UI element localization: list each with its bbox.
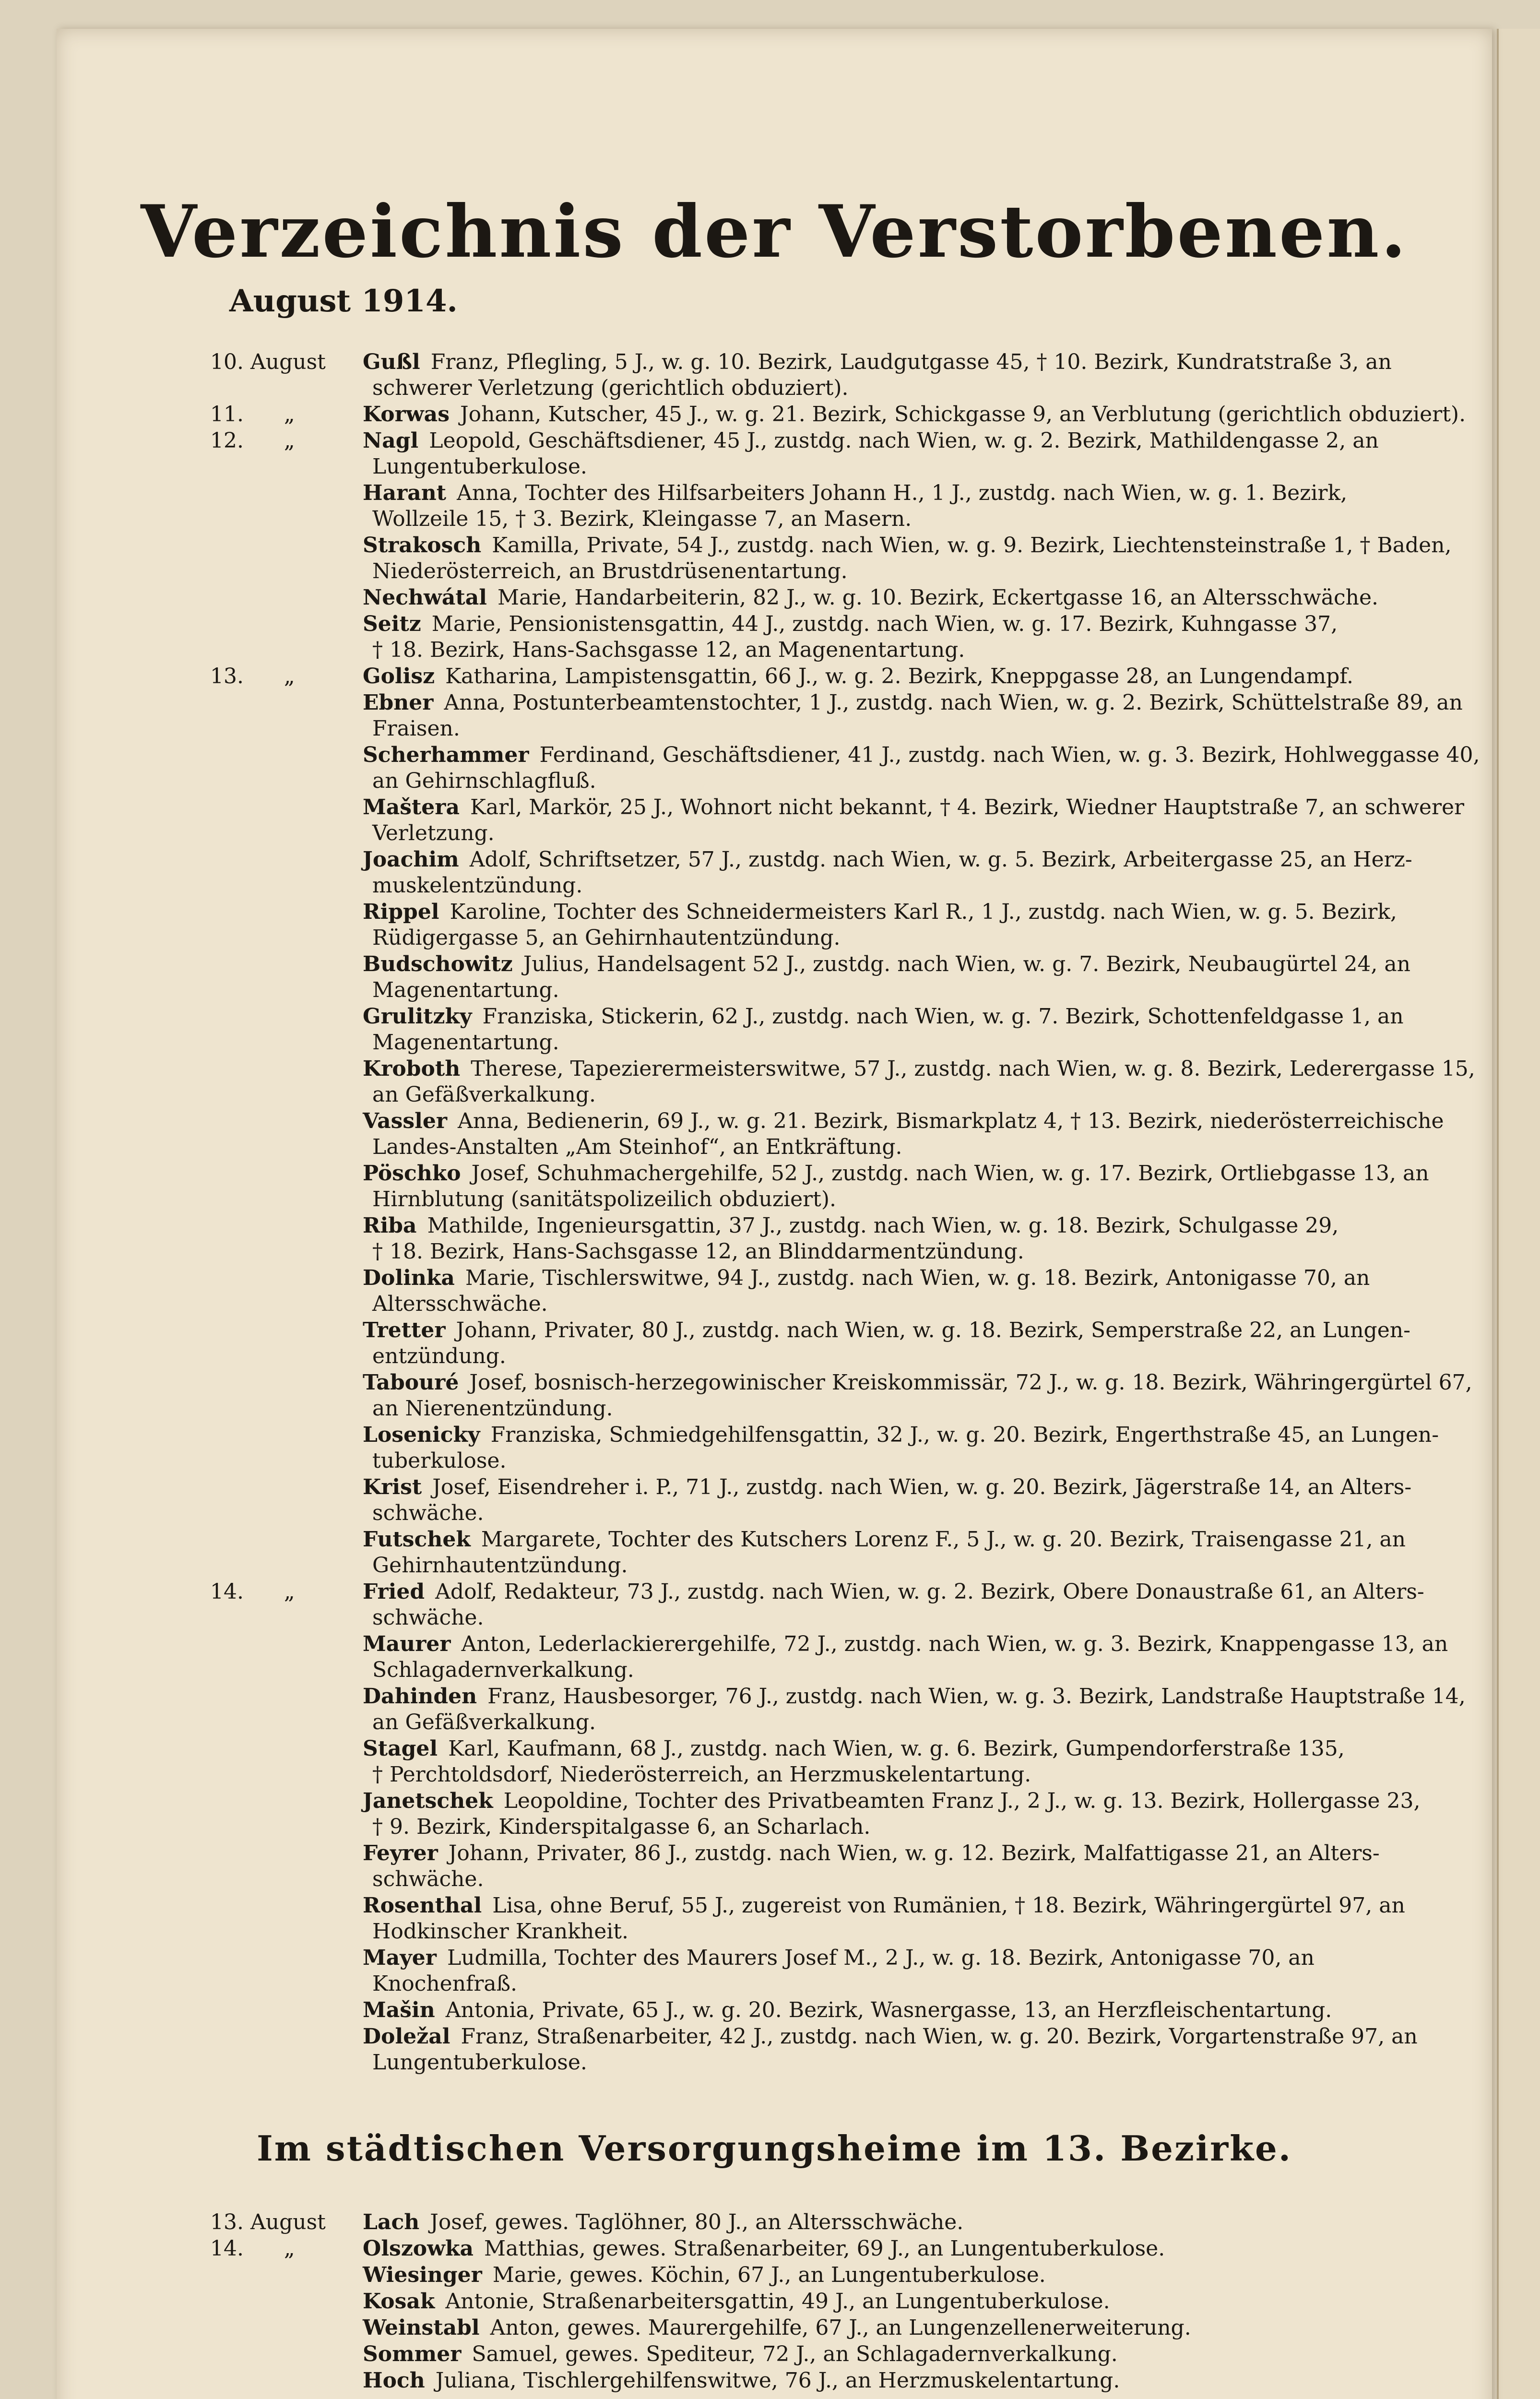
entry-continuation: Niederösterreich, an Brustdrüsenentartung. [372,559,848,583]
entry-date [210,1318,363,1369]
list-item [210,1213,1515,1265]
entry-text [363,1893,1515,1945]
deceased-surname: Tretter [363,1318,446,1342]
entry-date [210,1213,363,1265]
list-item [210,1579,1515,1631]
entry-details: Josef, Schuhmachergehilfe, 52 J., zustdg. nach Wien, w. g. 17. Bezirk, Ortliebgasse 13, an [471,1161,1429,1186]
deceased-surname: Nagl [363,428,419,453]
entry-details: Marie, Pensionistensgattin, 44 J., zustdg. nach Wien, w. g. 17. Bezirk, Kuhngasse 37, [431,612,1338,636]
entry-text [363,1631,1515,1683]
entry-continuation: Magenentartung. [372,1030,559,1055]
entry-text [363,951,1515,1003]
deceased-surname: Gußl [363,350,420,374]
entry-details: Johann, Privater, 86 J., zustdg. nach Wien, w. g. 12. Bezirk, Malfattigasse 21, an Alters- [448,1841,1380,1865]
entry-date [210,533,363,584]
entry-date [210,1474,363,1526]
deceased-surname: Pöschko [363,1161,461,1186]
entry-text [363,611,1515,663]
entry-continuation: † 18. Bezirk, Hans-Sachsgasse 12, an Blinddarmentzündung. [372,1239,1024,1264]
section-heading: August 1914. [229,283,458,319]
entry-continuation: Lungentuberkulose. [372,454,587,479]
deceased-surname: Vassler [363,1109,448,1133]
entry-continuation: Schlagadernverkalkung. [372,1658,634,1682]
entry-continuation: Verletzung. [372,821,495,845]
entry-continuation: schwerer Verletzung (gerichtlich obduziert). [372,376,849,400]
entry-continuation: an Nierenentzündung. [372,1396,613,1421]
entry-text [363,1108,1515,1160]
entry-continuation: Lungentuberkulose. [372,2050,587,2075]
entry-date [210,2368,363,2394]
entry-date [210,1684,363,1735]
list-item [210,2024,1515,2076]
deceased-surname: Nechwátal [363,585,487,610]
list-item [210,795,1515,846]
deceased-surname: Korwas [363,402,450,427]
entry-text [363,2262,1515,2288]
list-item [210,1945,1515,1997]
deceased-surname: Kroboth [363,1057,461,1081]
entry-continuation: Gehirnhautentzündung. [372,1553,628,1578]
entry-details: Mathilde, Ingenieursgattin, 37 J., zustdg. nach Wien, w. g. 18. Bezirk, Schulgasse 29, [427,1213,1339,1238]
entry-continuation: Wollzeile 15, † 3. Bezirk, Kleingasse 7, an Masern. [372,507,912,531]
entry-details: Anton, gewes. Maurergehilfe, 67 J., an Lungenzellenerweiterung. [490,2316,1191,2340]
entry-date [210,1893,363,1945]
deceased-surname: Weinstabl [363,2316,480,2340]
entry-details: Anton, Lederlackierergehilfe, 72 J., zustdg. nach Wien, w. g. 3. Bezirk, Knappengasse 13, an [461,1632,1448,1656]
entry-details: Karl, Kaufmann, 68 J., zustdg. nach Wien, w. g. 6. Bezirk, Gumpendorferstraße 135, [448,1736,1345,1761]
list-item [210,349,1515,401]
entry-details: Lisa, ohne Beruf, 55 J., zugereist von Rumänien, † 18. Bezirk, Währingergürtel 97, an [492,1893,1405,1918]
list-item [210,585,1515,611]
entry-text [363,480,1515,532]
entry-continuation: Altersschwäche. [372,1292,548,1316]
deceased-surname: Rosenthal [363,1893,482,1918]
entry-date [210,1945,363,1997]
entry-details: Johann, Kutscher, 45 J., w. g. 21. Bezirk, Schickgasse 9, an Verblutung (gerichtlich obduziert). [460,402,1466,427]
deceased-surname: Janetschek [363,1789,493,1813]
deceased-surname: Wiesinger [363,2263,482,2287]
entry-date [210,1108,363,1160]
list-item [210,1684,1515,1735]
entry-continuation: † Perchtoldsdorf, Niederösterreich, an Herzmuskelentartung. [372,1762,1031,1787]
entry-date [210,2289,363,2315]
list-item [210,742,1515,794]
entry-date [210,2315,363,2341]
entry-text [363,847,1515,899]
deceased-surname: Olszowka [363,2236,474,2261]
entry-continuation: Hodkinscher Krankheit. [372,1919,628,1944]
deceased-surname: Grulitzky [363,1004,472,1029]
list-item [210,1527,1515,1579]
entry-text [363,2315,1515,2341]
list-item [210,1108,1515,1160]
deceased-surname: Stagel [363,1736,438,1761]
entry-details: Leopold, Geschäftsdiener, 45 J., zustdg. nach Wien, w. g. 2. Bezirk, Mathildengasse 2, an [429,428,1379,453]
death-register-list [210,349,1515,2076]
list-item [210,1788,1515,1840]
entry-continuation: Fraisen. [372,716,460,741]
list-item [210,847,1515,899]
entry-continuation: † 18. Bezirk, Hans-Sachsgasse 12, an Magenentartung. [372,638,965,662]
deceased-surname: Dahinden [363,1684,477,1709]
entry-text [363,1684,1515,1735]
list-item [210,1736,1515,1788]
entry-text [363,2209,1515,2235]
entry-details: Antonia, Private, 65 J., w. g. 20. Bezirk, Wasnergasse, 13, an Herzfleischentartung. [445,1998,1332,2022]
list-item [210,1997,1515,2023]
entry-details: Marie, Tischlerswitwe, 94 J., zustdg. nach Wien, w. g. 18. Bezirk, Antonigasse 70, an [465,1266,1370,1290]
entry-date [210,1527,363,1579]
deceased-surname: Budschowitz [363,952,513,976]
entry-date [210,1056,363,1108]
entry-continuation: an Gehirnschlagfluß. [372,769,596,793]
entry-continuation: Magenentartung. [372,978,559,1002]
page-title: Verzeichnis der Verstorbenen. [141,190,1408,274]
entry-text [363,1579,1515,1631]
deceased-surname: Seitz [363,612,421,636]
entry-text [363,585,1515,611]
entry-text [363,533,1515,584]
entry-date [210,1841,363,1892]
entry-details: Franz, Straßenarbeiter, 42 J., zustdg. nach Wien, w. g. 20. Bezirk, Vorgartenstraße 97, an [461,2024,1418,2049]
entry-date [210,742,363,794]
deceased-surname: Harant [363,481,447,505]
entry-date: 13. „ [210,664,295,689]
deceased-surname: Feyrer [363,1841,438,1865]
entry-details: Therese, Tapezierermeisterswitwe, 57 J., zustdg. nach Wien, w. g. 8. Bezirk, Lederergasse 15, [471,1057,1475,1081]
entry-details: Marie, gewes. Köchin, 67 J., an Lungentuberkulose. [492,2263,1046,2287]
entry-date: 11. „ [210,402,295,427]
entry-continuation: entzündung. [372,1344,506,1368]
entry-details: Franz, Pflegling, 5 J., w. g. 10. Bezirk, Laudgutgasse 45, † 10. Bezirk, Kundratstraße 3, an [430,350,1392,374]
deceased-surname: Mayer [363,1946,437,1970]
entry-text [363,690,1515,742]
entry-details: Anna, Bedienerin, 69 J., w. g. 21. Bezirk, Bismarkplatz 4, † 13. Bezirk, niederösterreichische [458,1109,1444,1133]
entry-details: Kamilla, Private, 54 J., zustdg. nach Wien, w. g. 9. Bezirk, Liechtensteinstraße 1, † Baden, [492,533,1452,558]
entry-text [363,349,1515,401]
entry-date [210,1370,363,1422]
deceased-surname: Tabouré [363,1370,459,1395]
entry-continuation: schwäche. [372,1867,484,1891]
list-item [210,1422,1515,1474]
entry-date [210,1997,363,2023]
entry-text [363,402,1515,428]
deceased-surname: Joachim [363,847,459,872]
entry-text [363,1318,1515,1369]
list-item [210,2209,1515,2235]
entry-continuation: Knochenfraß. [372,1971,517,1996]
list-item [210,1631,1515,1683]
entry-date: 10. August [210,350,326,374]
list-item [210,1318,1515,1369]
entry-text [363,664,1515,689]
entry-date [210,1631,363,1683]
list-item [210,2262,1515,2288]
entry-details: Ferdinand, Geschäftsdiener, 41 J., zustdg. nach Wien, w. g. 3. Bezirk, Hohlweggasse 40, [539,743,1480,767]
entry-text [363,1161,1515,1212]
deceased-surname: Riba [363,1213,417,1238]
list-item [210,899,1515,951]
entry-continuation: schwäche. [372,1605,484,1630]
entry-date [210,690,363,742]
entry-text [363,1841,1515,1892]
entry-continuation: Landes-Anstalten „Am Steinhof“, an Entkräftung. [372,1135,902,1159]
list-item [210,2368,1515,2394]
entry-date [210,847,363,899]
deceased-surname: Maštera [363,795,460,819]
subsection-heading: Im städtischen Versorgungsheime im 13. Bezirke. [257,2128,1292,2169]
entry-text [363,1997,1515,2023]
deceased-surname: Futschek [363,1527,471,1552]
deceased-surname: Mašin [363,1998,435,2022]
entry-text [363,899,1515,951]
entry-text [363,1474,1515,1526]
entry-date: 14. „ [210,2236,295,2261]
entry-details: Franziska, Stickerin, 62 J., zustdg. nach Wien, w. g. 7. Bezirk, Schottenfeldgasse 1, an [482,1004,1404,1029]
entry-text [363,2024,1515,2076]
list-item [210,690,1515,742]
list-item [210,402,1515,428]
entry-continuation: † 9. Bezirk, Kinderspitalgasse 6, an Scharlach. [372,1815,871,1839]
entry-details: Karoline, Tochter des Schneidermeisters Karl R., 1 J., zustdg. nach Wien, w. g. 5. Bezirk, [450,900,1397,924]
list-item [210,480,1515,532]
entry-text [363,1370,1515,1422]
entry-continuation: an Gefäßverkalkung. [372,1710,596,1734]
entry-text [363,742,1515,794]
deceased-surname: Strakosch [363,533,482,558]
entry-date [210,1161,363,1212]
entry-details: Margarete, Tochter des Kutschers Lorenz F., 5 J., w. g. 20. Bezirk, Traisengasse 21, an [481,1527,1406,1552]
entry-text [363,1736,1515,1788]
entry-details: Antonie, Straßenarbeitersgattin, 49 J., an Lungentuberkulose. [445,2289,1110,2314]
entry-details: Karl, Markör, 25 J., Wohnort nicht bekannt, † 4. Bezirk, Wiedner Hauptstraße 7, an schwerer [470,795,1465,819]
entry-date [210,611,363,663]
entry-date: 14. „ [210,1580,295,1604]
entry-details: Katharina, Lampistensgattin, 66 J., w. g. 2. Bezirk, Kneppgasse 28, an Lungendampf. [445,664,1353,689]
list-item [210,1056,1515,1108]
list-item [210,951,1515,1003]
entry-details: Marie, Handarbeiterin, 82 J., w. g. 10. Bezirk, Eckertgasse 16, an Altersschwäche. [497,585,1379,610]
entry-details: Adolf, Redakteur, 73 J., zustdg. nach Wien, w. g. 2. Bezirk, Obere Donaustraße 61, an Alters- [435,1580,1424,1604]
entry-date [210,1265,363,1317]
entry-text [363,1422,1515,1474]
list-item [210,611,1515,663]
list-item [210,1370,1515,1422]
entry-details: Ludmilla, Tochter des Maurers Josef M., 2 J., w. g. 18. Bezirk, Antonigasse 70, an [447,1946,1315,1970]
entry-text [363,1527,1515,1579]
deceased-surname: Doležal [363,2024,450,2049]
entry-text [363,1056,1515,1108]
entry-details: Franziska, Schmiedgehilfensgattin, 32 J., w. g. 20. Bezirk, Engerthstraße 45, an Lungen- [490,1423,1439,1447]
deceased-surname: Maurer [363,1632,451,1656]
entry-details: Samuel, gewes. Spediteur, 72 J., an Schlagadernverkalkung. [472,2342,1118,2366]
entry-date: 13. August [210,2210,326,2234]
entry-continuation: Rüdigergasse 5, an Gehirnhautentzündung. [372,926,841,950]
entry-text [363,2368,1515,2394]
deceased-surname: Krist [363,1475,422,1499]
entry-date [210,1004,363,1056]
entry-text [363,795,1515,846]
document-page [57,29,1492,2399]
entry-details: Johann, Privater, 80 J., zustdg. nach Wien, w. g. 18. Bezirk, Semperstraße 22, an Lungen- [456,1318,1410,1342]
entry-text [363,1265,1515,1317]
deceased-surname: Scherhammer [363,743,529,767]
deceased-surname: Losenicky [363,1423,480,1447]
entry-details: Josef, Eisendreher i. P., 71 J., zustdg. nach Wien, w. g. 20. Bezirk, Jägerstraße 14, an Alters- [432,1475,1412,1499]
list-item [210,664,1515,689]
deceased-surname: Sommer [363,2342,462,2366]
entry-text [363,2289,1515,2315]
list-item [210,428,1515,480]
list-item [210,2341,1515,2367]
entry-details: Josef, gewes. Taglöhner, 80 J., an Altersschwäche. [430,2210,964,2234]
deceased-surname: Dolinka [363,1266,455,1290]
entry-date [210,2262,363,2288]
entry-text [363,2236,1515,2262]
care-home-list [210,2209,1515,2394]
deceased-surname: Lach [363,2210,420,2234]
entry-details: Julius, Handelsagent 52 J., zustdg. nach Wien, w. g. 7. Bezirk, Neubaugürtel 24, an [523,952,1410,976]
entry-continuation: an Gefäßverkalkung. [372,1082,596,1107]
entry-continuation: schwäche. [372,1501,484,1525]
entry-date: 12. „ [210,428,295,453]
entry-text [363,1213,1515,1265]
list-item [210,2289,1515,2315]
entry-details: Juliana, Tischlergehilfenswitwe, 76 J., an Herzmuskelentartung. [435,2368,1120,2393]
entry-details: Adolf, Schriftsetzer, 57 J., zustdg. nach Wien, w. g. 5. Bezirk, Arbeitergasse 25, an Herz- [469,847,1412,872]
entry-date [210,1736,363,1788]
entry-details: Matthias, gewes. Straßenarbeiter, 69 J., an Lungentuberkulose. [484,2236,1165,2261]
entry-text [363,2341,1515,2367]
deceased-surname: Ebner [363,690,434,715]
entry-date [210,2341,363,2367]
entry-date [210,585,363,611]
deceased-surname: Kosak [363,2289,435,2314]
entry-continuation: muskelentzündung. [372,873,583,898]
deceased-surname: Fried [363,1580,425,1604]
list-item [210,1474,1515,1526]
entry-continuation: tuberkulose. [372,1449,507,1473]
entry-continuation: Hirnblutung (sanitätspolizeilich obduziert). [372,1187,836,1211]
list-item [210,1841,1515,1892]
entry-details: Anna, Tochter des Hilfsarbeiters Johann H., 1 J., zustdg. nach Wien, w. g. 1. Bezirk, [457,481,1348,505]
entry-details: Leopoldine, Tochter des Privatbeamten Franz J., 2 J., w. g. 13. Bezirk, Hollergasse 23, [503,1789,1421,1813]
entry-text [363,1788,1515,1840]
deceased-surname: Rippel [363,900,439,924]
entry-date [210,951,363,1003]
entry-details: Josef, bosnisch-herzegowinischer Kreiskommissär, 72 J., w. g. 18. Bezirk, Währingergürtel 67, [469,1370,1472,1395]
entry-details: Franz, Hausbesorger, 76 J., zustdg. nach Wien, w. g. 3. Bezirk, Landstraße Hauptstraße 14, [487,1684,1466,1709]
list-item [210,2315,1515,2341]
entry-date [210,1422,363,1474]
entry-text [363,428,1515,480]
entry-details: Anna, Postunterbeamtenstochter, 1 J., zustdg. nach Wien, w. g. 2. Bezirk, Schüttelstraße 89, an [444,690,1463,715]
list-item [210,1893,1515,1945]
deceased-surname: Hoch [363,2368,425,2393]
entry-date [210,2024,363,2076]
list-item [210,533,1515,584]
entry-text [363,1004,1515,1056]
entry-date [210,899,363,951]
entry-date [210,1788,363,1840]
entry-date [210,480,363,532]
list-item [210,1004,1515,1056]
list-item [210,1265,1515,1317]
deceased-surname: Golisz [363,664,435,689]
list-item [210,1161,1515,1212]
list-item [210,2236,1515,2262]
entry-date [210,795,363,846]
entry-text [363,1945,1515,1997]
